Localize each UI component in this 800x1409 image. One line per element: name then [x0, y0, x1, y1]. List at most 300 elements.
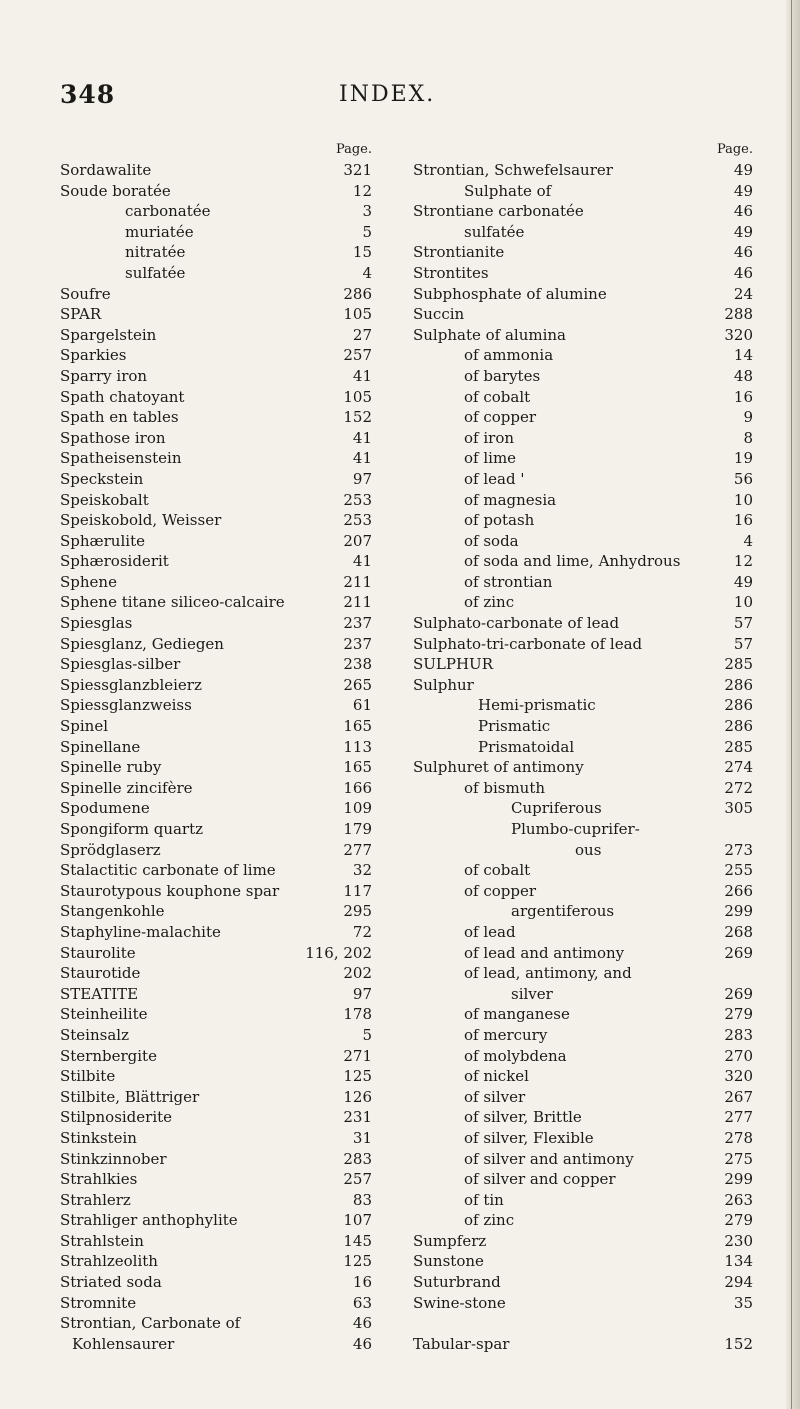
- index-term: Spiesglas-silber: [60, 655, 181, 674]
- index-term: of magnesia: [464, 490, 557, 509]
- index-entry: [413, 654, 763, 675]
- index-page-ref: 286: [724, 675, 753, 694]
- index-term: of mercury: [464, 1025, 548, 1044]
- index-term: Sulphate of: [464, 181, 552, 200]
- index-page-ref: 286: [724, 696, 753, 715]
- index-term: Spinelle zincifère: [60, 778, 193, 797]
- index-page-ref: 237: [343, 634, 372, 653]
- index-page-ref: 275: [724, 1149, 753, 1168]
- index-entry: [60, 222, 380, 243]
- index-term: Staurolite: [60, 943, 136, 962]
- index-page-ref: 277: [343, 840, 372, 859]
- index-term: Succin: [413, 305, 465, 324]
- index-page-ref: 267: [724, 1087, 753, 1106]
- index-entry: [413, 757, 763, 778]
- index-column-right: [413, 140, 763, 1354]
- index-term: Strahlkies: [60, 1170, 138, 1189]
- index-page-ref: 72: [352, 922, 372, 941]
- index-term: Staurotypous kouphone spar: [60, 881, 280, 900]
- index-entry: [60, 1293, 380, 1314]
- index-page-ref: 152: [343, 408, 372, 427]
- index-entry: [60, 695, 380, 716]
- index-page-ref: 4: [743, 531, 753, 550]
- index-page-ref: 46: [733, 263, 753, 282]
- index-page-ref: 113: [343, 737, 372, 756]
- index-term: of iron: [464, 428, 515, 447]
- index-page-ref: 57: [733, 634, 753, 653]
- page-heading-label: Page.: [335, 142, 372, 157]
- index-entry: [413, 325, 763, 346]
- index-term: Spatheisenstein: [60, 449, 182, 468]
- index-term: Stromnite: [60, 1293, 137, 1312]
- index-entry: [413, 510, 763, 531]
- index-term: Speckstein: [60, 469, 144, 488]
- index-entry: [60, 963, 380, 984]
- index-term: Stilbite: [60, 1067, 116, 1086]
- index-page-ref: 255: [724, 861, 753, 880]
- index-term: Strahlzeolith: [60, 1252, 158, 1271]
- index-term: Plumbo-cuprifer-: [511, 820, 640, 838]
- index-page-ref: 230: [724, 1231, 753, 1250]
- index-page-ref: 97: [352, 984, 372, 1003]
- index-entry: [60, 654, 380, 675]
- index-page-ref: 61: [352, 696, 372, 715]
- index-page-ref: 5: [362, 222, 372, 241]
- index-page-ref: 274: [724, 758, 753, 777]
- index-page-ref: 283: [343, 1149, 372, 1168]
- index-entry: [60, 242, 380, 263]
- index-page-ref: 12: [733, 552, 753, 571]
- index-term: of lead: [464, 922, 516, 941]
- index-term: Sphærulite: [60, 531, 145, 550]
- index-term: of strontian: [464, 572, 553, 591]
- index-term: of ammonia: [464, 346, 554, 365]
- index-term: of lead, antimony, and: [464, 964, 632, 983]
- index-term: Spodumene: [60, 799, 150, 818]
- index-page-ref: 294: [724, 1273, 753, 1292]
- index-entry: [413, 860, 763, 881]
- index-entry: [60, 1210, 380, 1231]
- index-term: Tabular-spar: [413, 1334, 510, 1353]
- index-entry: [60, 860, 380, 881]
- index-entry: [413, 798, 763, 819]
- index-term: Strontian, Carbonate of: [60, 1314, 241, 1333]
- index-page-ref: 266: [724, 881, 753, 900]
- index-entry: [60, 675, 380, 696]
- index-page-ref: 269: [724, 984, 753, 1003]
- index-page-ref: 320: [724, 1067, 753, 1086]
- index-term: Sulphur: [413, 675, 474, 694]
- index-entry: [60, 757, 380, 778]
- index-page-ref: 279: [724, 1005, 753, 1024]
- index-entry: [413, 1004, 763, 1025]
- index-page-ref: 46: [352, 1314, 372, 1333]
- index-term: of nickel: [464, 1067, 529, 1086]
- index-page-ref: 152: [724, 1334, 753, 1353]
- index-page-ref: 35: [733, 1293, 753, 1312]
- index-term: Sparry iron: [60, 366, 148, 385]
- index-page-ref: 41: [352, 449, 372, 468]
- index-entry: [413, 592, 763, 613]
- index-entry: [413, 531, 763, 552]
- index-page-ref: 288: [724, 305, 753, 324]
- index-term: Stinkstein: [60, 1128, 137, 1147]
- index-entry: [413, 1087, 763, 1108]
- index-entry: [60, 922, 380, 943]
- index-entry: [60, 201, 380, 222]
- index-term: of copper: [464, 408, 537, 427]
- index-term: Strontian, Schwefelsaurer: [413, 161, 613, 179]
- index-entry: [413, 448, 763, 469]
- index-term: Speiskobold, Weisser: [60, 511, 222, 530]
- index-entry: [413, 634, 763, 655]
- index-entry: [413, 1066, 763, 1087]
- index-page-ref: 273: [724, 840, 753, 859]
- index-term: of cobalt: [464, 387, 531, 406]
- index-entry: [413, 201, 763, 222]
- index-page-ref: 272: [724, 778, 753, 797]
- index-page-ref: 16: [733, 387, 753, 406]
- index-term: Sphene titane siliceo-calcaire: [60, 593, 285, 612]
- index-entry: [413, 242, 763, 263]
- index-term: Speiskobalt: [60, 490, 149, 509]
- index-term: SPAR: [60, 305, 102, 324]
- index-entry: [413, 160, 763, 181]
- index-entry: [60, 181, 380, 202]
- index-page-ref: 8: [743, 428, 753, 447]
- index-entry: [413, 387, 763, 408]
- index-page-ref: 27: [352, 325, 372, 344]
- index-term: Cupriferous: [511, 799, 602, 818]
- index-term: Steinheilite: [60, 1005, 148, 1024]
- index-entry: [60, 778, 380, 799]
- index-term: STEATITE: [60, 984, 139, 1003]
- index-page-ref: 10: [733, 490, 753, 509]
- index-term: of silver, Brittle: [464, 1108, 582, 1127]
- index-term: of bismuth: [464, 778, 546, 797]
- index-entry: [413, 1025, 763, 1046]
- index-term: Spathose iron: [60, 428, 166, 447]
- index-page-ref: 253: [343, 490, 372, 509]
- index-entry: [60, 304, 380, 325]
- index-page-ref: 237: [343, 614, 372, 633]
- index-page-ref: 134: [724, 1252, 753, 1271]
- index-page-ref: 265: [343, 675, 372, 694]
- page-edge-shadow: [786, 0, 800, 1409]
- index-term: Prismatic: [478, 717, 551, 736]
- index-page-ref: 125: [343, 1252, 372, 1271]
- index-term: Sprödglaserz: [60, 840, 161, 859]
- index-term: Soufre: [60, 284, 111, 303]
- index-entry: [413, 1149, 763, 1170]
- index-page-ref: 49: [733, 161, 753, 179]
- index-entry: [60, 1334, 380, 1355]
- index-page-ref: 179: [343, 820, 372, 838]
- index-entry: [60, 551, 380, 572]
- index-term: of silver, Flexible: [464, 1128, 594, 1147]
- index-term: Sulphate of alumina: [413, 325, 566, 344]
- index-term: sulfatée: [125, 263, 186, 282]
- index-term: Sumpferz: [413, 1231, 487, 1250]
- index-page-ref: 268: [724, 922, 753, 941]
- index-page-ref: 253: [343, 511, 372, 530]
- index-term: of silver and antimony: [464, 1149, 634, 1168]
- index-page-ref: 48: [733, 366, 753, 385]
- index-entry: [60, 284, 380, 305]
- index-entry: [413, 1190, 763, 1211]
- index-entry: [413, 1046, 763, 1067]
- index-page-ref: 277: [724, 1108, 753, 1127]
- index-page-ref: 285: [724, 737, 753, 756]
- index-page-ref: 286: [343, 284, 372, 303]
- index-term: Spiesglanz, Gediegen: [60, 634, 224, 653]
- index-page-ref: 305: [724, 799, 753, 818]
- index-column-left: [60, 140, 380, 1354]
- index-entry: [413, 1272, 763, 1293]
- index-entry: [413, 222, 763, 243]
- index-term: Spiessglanzbleierz: [60, 675, 202, 694]
- index-page-ref: 207: [343, 531, 372, 550]
- index-term: Stilbite, Blättriger: [60, 1087, 200, 1106]
- index-page-ref: 211: [343, 593, 372, 612]
- index-term: of silver and copper: [464, 1170, 616, 1189]
- index-entry: [413, 716, 763, 737]
- index-term: Stinkzinnober: [60, 1149, 167, 1168]
- index-page-ref: 16: [733, 511, 753, 530]
- index-entry: [60, 840, 380, 861]
- index-page-ref: 49: [733, 222, 753, 241]
- page-header: [0, 80, 800, 120]
- index-page-ref: 57: [733, 614, 753, 633]
- index-page-ref: 279: [724, 1211, 753, 1230]
- index-term: of soda and lime, Anhydrous: [464, 552, 681, 571]
- index-page-ref: 56: [733, 469, 753, 488]
- index-page-ref: 41: [352, 366, 372, 385]
- index-entry: [60, 1046, 380, 1067]
- index-term: Stalactitic carbonate of lime: [60, 861, 276, 880]
- index-entry: [60, 984, 380, 1005]
- index-entry: [60, 448, 380, 469]
- index-page-ref: 321: [343, 161, 372, 179]
- index-term: Sphene: [60, 572, 117, 591]
- index-entry: [413, 963, 763, 984]
- index-term: Spath en tables: [60, 408, 179, 427]
- index-entry: [60, 1251, 380, 1272]
- index-entry: [413, 407, 763, 428]
- index-page-ref: 41: [352, 428, 372, 447]
- index-page-ref: 16: [352, 1273, 372, 1292]
- index-term: of tin: [464, 1190, 504, 1209]
- index-entry: [413, 737, 763, 758]
- index-page-ref: 126: [343, 1087, 372, 1106]
- index-entry: [60, 572, 380, 593]
- index-page-ref: 178: [343, 1005, 372, 1024]
- index-term: of barytes: [464, 366, 541, 385]
- index-term: sulfatée: [464, 222, 525, 241]
- index-page-ref: 46: [733, 243, 753, 262]
- index-term: Spath chatoyant: [60, 387, 185, 406]
- index-term: of potash: [464, 511, 535, 530]
- index-page-ref: 257: [343, 346, 372, 365]
- index-entry: [413, 984, 763, 1005]
- index-entry: [413, 469, 763, 490]
- index-entry: [413, 901, 763, 922]
- index-entry: [60, 1231, 380, 1252]
- index-entry: [413, 345, 763, 366]
- index-entry: [60, 387, 380, 408]
- index-term: Sulphato-tri-carbonate of lead: [413, 634, 643, 653]
- index-entry: [60, 469, 380, 490]
- index-term: silver: [511, 984, 553, 1003]
- index-term: of silver: [464, 1087, 526, 1106]
- index-page-ref: 32: [352, 861, 372, 880]
- index-page-ref: 49: [733, 572, 753, 591]
- index-entry: [60, 510, 380, 531]
- index-entry: [60, 263, 380, 284]
- index-page-ref: 46: [352, 1334, 372, 1353]
- index-page-ref: 9: [743, 408, 753, 427]
- index-page-ref: 107: [343, 1211, 372, 1230]
- running-title: INDEX.: [339, 82, 436, 107]
- index-entry: [60, 819, 380, 840]
- index-page-ref: 109: [343, 799, 372, 818]
- index-page-ref: 49: [733, 181, 753, 200]
- index-term: of cobalt: [464, 861, 531, 880]
- index-page-ref: 238: [343, 655, 372, 674]
- index-term: Sulphato-carbonate of lead: [413, 614, 620, 633]
- index-term: Strontiane carbonatée: [413, 202, 584, 221]
- index-page-ref: 278: [724, 1128, 753, 1147]
- index-page-ref: 125: [343, 1067, 372, 1086]
- index-page-ref: 299: [724, 902, 753, 921]
- index-term: ous: [575, 840, 602, 859]
- index-entry: [413, 551, 763, 572]
- index-entry: [413, 943, 763, 964]
- index-entry: [413, 695, 763, 716]
- index-entry: [60, 943, 380, 964]
- page-edge-line: [791, 0, 792, 1409]
- index-term: of copper: [464, 881, 537, 900]
- index-term: SULPHUR: [413, 655, 493, 674]
- index-entry: [60, 716, 380, 737]
- index-term: Steinsalz: [60, 1025, 129, 1044]
- index-term: Sparkies: [60, 346, 127, 365]
- index-entry: [413, 284, 763, 305]
- index-entry: [413, 1210, 763, 1231]
- index-entry: [60, 428, 380, 449]
- index-page-ref: 97: [352, 469, 372, 488]
- page-column-heading: [413, 140, 763, 160]
- index-entry: [60, 531, 380, 552]
- index-entry: [413, 922, 763, 943]
- index-page-ref: 31: [352, 1128, 372, 1147]
- index-entry: [413, 1334, 763, 1355]
- index-page-ref: 211: [343, 572, 372, 591]
- index-entry: [60, 345, 380, 366]
- index-entry: [60, 613, 380, 634]
- index-entry: [60, 366, 380, 387]
- index-term: of lead ': [464, 469, 525, 488]
- index-page-ref: 269: [724, 943, 753, 962]
- index-term: Kohlensaurer: [72, 1334, 175, 1353]
- index-entry: [413, 675, 763, 696]
- page-number: 348: [60, 80, 116, 109]
- index-term: Sternbergite: [60, 1046, 157, 1065]
- index-entry: [60, 798, 380, 819]
- index-term: Spinelle ruby: [60, 758, 162, 777]
- index-page-ref: 286: [724, 717, 753, 736]
- index-entry: [413, 1293, 763, 1314]
- index-term: Strontianite: [413, 243, 505, 262]
- index-entry: [413, 428, 763, 449]
- index-entry: [413, 263, 763, 284]
- index-term: Spinellane: [60, 737, 141, 756]
- index-entry: [413, 366, 763, 387]
- index-page-ref: 116, 202: [305, 943, 372, 962]
- index-entry: [413, 490, 763, 511]
- index-term: Spongiform quartz: [60, 820, 204, 838]
- index-entry: [413, 1251, 763, 1272]
- index-term: of lead and antimony: [464, 943, 625, 962]
- index-term: Staphyline-malachite: [60, 922, 221, 941]
- index-term: Striated soda: [60, 1273, 162, 1292]
- index-page-ref: 19: [733, 449, 753, 468]
- index-term: Stilpnosiderite: [60, 1108, 173, 1127]
- index-entry: [60, 901, 380, 922]
- index-term: Sulphuret of antimony: [413, 758, 584, 777]
- index-page-ref: 257: [343, 1170, 372, 1189]
- index-entry: [413, 1107, 763, 1128]
- index-page-ref: 5: [362, 1025, 372, 1044]
- index-page-ref: 3: [362, 202, 372, 221]
- index-page-ref: 283: [724, 1025, 753, 1044]
- index-term: Spiesglas: [60, 614, 133, 633]
- index-entry: [413, 1231, 763, 1252]
- index-entry: [60, 325, 380, 346]
- index-page-ref: 12: [352, 181, 372, 200]
- index-term: of zinc: [464, 1211, 515, 1230]
- index-term: Suturbrand: [413, 1273, 501, 1292]
- index-page-ref: 299: [724, 1170, 753, 1189]
- index-entry: [60, 1190, 380, 1211]
- index-entry: [413, 1128, 763, 1149]
- index-entry: [60, 1025, 380, 1046]
- index-term: Strahlstein: [60, 1231, 144, 1250]
- index-page-ref: 202: [343, 964, 372, 983]
- index-entry: [60, 1149, 380, 1170]
- index-term: Sphærosiderit: [60, 552, 169, 571]
- index-term: carbonatée: [125, 202, 211, 221]
- index-entry: [413, 304, 763, 325]
- index-page-ref: 41: [352, 552, 372, 571]
- index-entry: [413, 1313, 763, 1334]
- index-page-ref: 4: [362, 263, 372, 282]
- index-entry: [60, 592, 380, 613]
- index-term: Sordawalite: [60, 161, 152, 179]
- index-term: of lime: [464, 449, 517, 468]
- index-page-ref: 63: [352, 1293, 372, 1312]
- index-term: nitratée: [125, 243, 186, 262]
- index-entry: [413, 778, 763, 799]
- index-entry: [60, 1128, 380, 1149]
- index-entry: [60, 1004, 380, 1025]
- index-page-ref: 285: [724, 655, 753, 674]
- index-page-ref: 105: [343, 387, 372, 406]
- index-entry: [60, 1066, 380, 1087]
- index-entry: [60, 881, 380, 902]
- index-page-ref: 46: [733, 202, 753, 221]
- index-term: Staurotide: [60, 964, 141, 983]
